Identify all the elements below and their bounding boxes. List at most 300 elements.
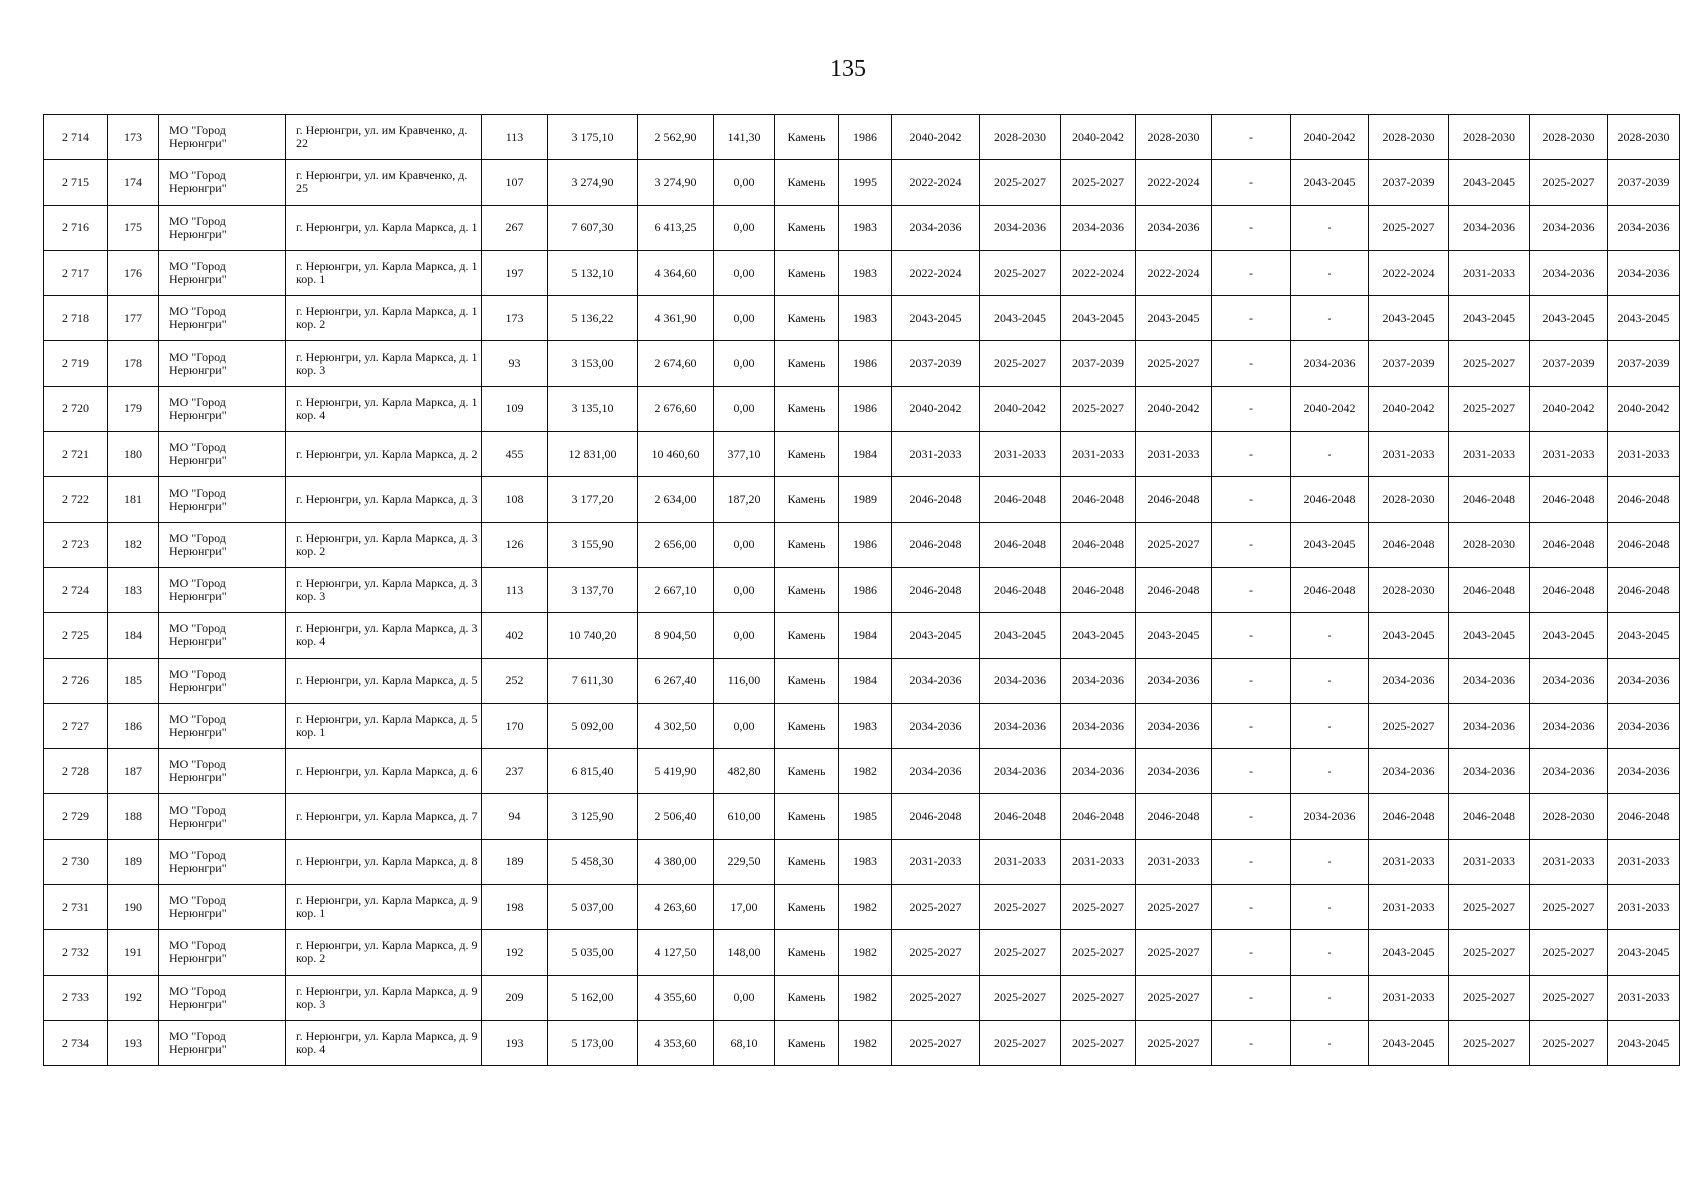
table-cell: - <box>1212 839 1291 884</box>
table-row <box>44 885 1680 930</box>
table-cell: 2043-2045 <box>980 296 1061 341</box>
table-cell: 0,00 <box>714 703 775 748</box>
table-cell: 2025-2027 <box>1136 885 1212 930</box>
table-cell: 3 274,90 <box>638 160 714 205</box>
table-cell: 2046-2048 <box>892 794 980 839</box>
table-cell: 2034-2036 <box>980 205 1061 250</box>
table-cell: 2 720 <box>44 386 108 431</box>
table-row <box>44 749 1680 794</box>
table-cell: 2043-2045 <box>1449 160 1530 205</box>
table-cell: 1986 <box>839 115 892 160</box>
table-cell: 2 722 <box>44 477 108 522</box>
housing-table <box>43 114 1680 1066</box>
table-cell: Камень <box>775 1020 839 1065</box>
table-cell: 2043-2045 <box>1530 296 1608 341</box>
table-cell: 2046-2048 <box>1369 794 1449 839</box>
table-cell: 2028-2030 <box>1369 115 1449 160</box>
table-cell: 192 <box>108 975 159 1020</box>
table-cell: Камень <box>775 975 839 1020</box>
table-cell: 2022-2024 <box>1136 160 1212 205</box>
table-row <box>44 930 1680 975</box>
table-cell: 126 <box>482 522 548 567</box>
table-cell: 184 <box>108 613 159 658</box>
table-cell: 3 153,00 <box>548 341 638 386</box>
table-cell: г. Нерюнгри, ул. Карла Маркса, д. 9 кор. 4 <box>286 1020 482 1065</box>
table-cell: 209 <box>482 975 548 1020</box>
table-cell: 2031-2033 <box>1608 885 1680 930</box>
table-cell: 402 <box>482 613 548 658</box>
table-cell: 237 <box>482 749 548 794</box>
table-cell: 2037-2039 <box>1369 160 1449 205</box>
table-cell: - <box>1212 341 1291 386</box>
table-cell: 2031-2033 <box>1369 975 1449 1020</box>
table-cell: г. Нерюнгри, ул. Карла Маркса, д. 9 кор. 2 <box>286 930 482 975</box>
table-cell: 2 656,00 <box>638 522 714 567</box>
table-cell: 185 <box>108 658 159 703</box>
table-cell: 68,10 <box>714 1020 775 1065</box>
table-cell: 2046-2048 <box>1136 794 1212 839</box>
table-cell: 2046-2048 <box>1061 522 1136 567</box>
table-cell: 2 726 <box>44 658 108 703</box>
table-row <box>44 205 1680 250</box>
table-row <box>44 1020 1680 1065</box>
table-cell: 2 731 <box>44 885 108 930</box>
table-cell: 2 723 <box>44 522 108 567</box>
table-cell: 2040-2042 <box>1061 115 1136 160</box>
table-cell: 1982 <box>839 930 892 975</box>
table-cell: Камень <box>775 658 839 703</box>
table-cell: 2043-2045 <box>892 296 980 341</box>
table-cell: 5 458,30 <box>548 839 638 884</box>
table-cell: 2034-2036 <box>1530 205 1608 250</box>
table-cell: 3 175,10 <box>548 115 638 160</box>
table-cell: 2 724 <box>44 567 108 612</box>
table-cell: 3 125,90 <box>548 794 638 839</box>
table-row <box>44 296 1680 341</box>
table-cell: 1982 <box>839 975 892 1020</box>
table-cell: - <box>1212 205 1291 250</box>
table-cell: 2034-2036 <box>1369 749 1449 794</box>
table-cell: 2025-2027 <box>1061 975 1136 1020</box>
table-cell: 3 137,70 <box>548 567 638 612</box>
table-cell: - <box>1212 658 1291 703</box>
table-cell: 93 <box>482 341 548 386</box>
table-cell: 94 <box>482 794 548 839</box>
table-cell: 2031-2033 <box>980 839 1061 884</box>
table-cell: 2025-2027 <box>1369 703 1449 748</box>
table-cell: г. Нерюнгри, ул. Карла Маркса, д. 1 <box>286 205 482 250</box>
table-cell: 10 460,60 <box>638 432 714 477</box>
table-cell: - <box>1212 749 1291 794</box>
table-cell: 148,00 <box>714 930 775 975</box>
table-cell: 2 732 <box>44 930 108 975</box>
table-cell: 2 718 <box>44 296 108 341</box>
table-cell: 193 <box>108 1020 159 1065</box>
table-cell: 2 676,60 <box>638 386 714 431</box>
table-cell: 12 831,00 <box>548 432 638 477</box>
table-cell: - <box>1212 1020 1291 1065</box>
table-cell: - <box>1212 250 1291 295</box>
table-cell: 2025-2027 <box>980 1020 1061 1065</box>
table-cell: 2034-2036 <box>1608 658 1680 703</box>
table-cell: 108 <box>482 477 548 522</box>
table-cell: - <box>1212 703 1291 748</box>
table-cell: МО "Город Нерюнгри" <box>159 703 286 748</box>
table-cell: 6 413,25 <box>638 205 714 250</box>
table-cell: 2046-2048 <box>1291 567 1369 612</box>
table-cell: 2034-2036 <box>1449 205 1530 250</box>
table-cell: 2031-2033 <box>1061 839 1136 884</box>
table-cell: 0,00 <box>714 522 775 567</box>
table-cell: Камень <box>775 613 839 658</box>
table-cell: 2028-2030 <box>1530 794 1608 839</box>
table-cell: 2046-2048 <box>892 522 980 567</box>
table-cell: МО "Город Нерюнгри" <box>159 296 286 341</box>
table-cell: 2046-2048 <box>1136 567 1212 612</box>
table-cell: 1983 <box>839 296 892 341</box>
table-cell: 2046-2048 <box>1061 794 1136 839</box>
table-cell: 2046-2048 <box>1530 522 1608 567</box>
table-cell: 2043-2045 <box>1449 613 1530 658</box>
table-cell: 2037-2039 <box>1530 341 1608 386</box>
table-cell: 2028-2030 <box>1136 115 1212 160</box>
table-cell: МО "Город Нерюнгри" <box>159 250 286 295</box>
table-cell: 2034-2036 <box>1136 749 1212 794</box>
table-cell: 2 725 <box>44 613 108 658</box>
table-cell: Камень <box>775 703 839 748</box>
table-cell: 2034-2036 <box>1449 703 1530 748</box>
table-cell: 2022-2024 <box>892 160 980 205</box>
table-cell: 2043-2045 <box>892 613 980 658</box>
table-cell: 2046-2048 <box>1449 477 1530 522</box>
table-cell: 2025-2027 <box>892 930 980 975</box>
table-cell: 2025-2027 <box>892 885 980 930</box>
table-cell: 2046-2048 <box>1369 522 1449 567</box>
table-cell: 2034-2036 <box>1608 703 1680 748</box>
table-cell: 2043-2045 <box>1291 522 1369 567</box>
table-cell: г. Нерюнгри, ул. Карла Маркса, д. 3 кор. 2 <box>286 522 482 567</box>
table-cell: 1995 <box>839 160 892 205</box>
table-cell: - <box>1212 477 1291 522</box>
table-cell: Камень <box>775 386 839 431</box>
table-cell: 2034-2036 <box>1061 658 1136 703</box>
table-row <box>44 658 1680 703</box>
table-cell: 2031-2033 <box>980 432 1061 477</box>
table-cell: г. Нерюнгри, ул. Карла Маркса, д. 1 кор. 2 <box>286 296 482 341</box>
table-cell: - <box>1212 930 1291 975</box>
table-cell: 2034-2036 <box>1136 205 1212 250</box>
table-cell: 176 <box>108 250 159 295</box>
table-cell: 4 127,50 <box>638 930 714 975</box>
table-cell: Камень <box>775 839 839 884</box>
table-cell: 2 634,00 <box>638 477 714 522</box>
table-cell: 2 717 <box>44 250 108 295</box>
table-cell: МО "Город Нерюнгри" <box>159 567 286 612</box>
table-cell: МО "Город Нерюнгри" <box>159 205 286 250</box>
table-row <box>44 115 1680 160</box>
table-cell: 2025-2027 <box>1449 975 1530 1020</box>
table-cell: 2043-2045 <box>1136 613 1212 658</box>
table-cell: 2025-2027 <box>1449 885 1530 930</box>
table-cell: 2025-2027 <box>1530 160 1608 205</box>
table-cell: 197 <box>482 250 548 295</box>
table-cell: 192 <box>482 930 548 975</box>
table-cell: 2034-2036 <box>1061 703 1136 748</box>
table-cell: - <box>1291 613 1369 658</box>
table-row <box>44 975 1680 1020</box>
table-cell: 0,00 <box>714 296 775 341</box>
table-cell: 2 715 <box>44 160 108 205</box>
table-cell: 5 037,00 <box>548 885 638 930</box>
table-cell: 141,30 <box>714 115 775 160</box>
table-cell: 2031-2033 <box>1530 432 1608 477</box>
table-cell: 175 <box>108 205 159 250</box>
table-cell: 2043-2045 <box>1608 930 1680 975</box>
table-cell: 2025-2027 <box>980 930 1061 975</box>
table-row <box>44 613 1680 658</box>
table-cell: 113 <box>482 115 548 160</box>
table-cell: - <box>1291 975 1369 1020</box>
table-cell: 2025-2027 <box>1061 386 1136 431</box>
table-cell: - <box>1212 567 1291 612</box>
table-cell: 2037-2039 <box>1061 341 1136 386</box>
table-cell: 2025-2027 <box>1136 341 1212 386</box>
table-cell: 173 <box>108 115 159 160</box>
table-cell: 2025-2027 <box>1369 205 1449 250</box>
table-cell: 2040-2042 <box>1136 386 1212 431</box>
table-cell: 2 730 <box>44 839 108 884</box>
table-cell: 2025-2027 <box>980 160 1061 205</box>
table-cell: 2031-2033 <box>1061 432 1136 477</box>
table-cell: г. Нерюнгри, ул. Карла Маркса, д. 5 <box>286 658 482 703</box>
table-cell: 4 380,00 <box>638 839 714 884</box>
table-cell: 2043-2045 <box>1369 1020 1449 1065</box>
table-cell: 2034-2036 <box>980 703 1061 748</box>
table-cell: 3 177,20 <box>548 477 638 522</box>
table-cell: 187,20 <box>714 477 775 522</box>
table-cell: 177 <box>108 296 159 341</box>
table-cell: - <box>1212 613 1291 658</box>
table-cell: г. Нерюнгри, ул. Карла Маркса, д. 2 <box>286 432 482 477</box>
table-cell: 2025-2027 <box>1061 930 1136 975</box>
table-cell: 107 <box>482 160 548 205</box>
table-cell: 482,80 <box>714 749 775 794</box>
table-cell: МО "Город Нерюнгри" <box>159 432 286 477</box>
table-cell: 2046-2048 <box>980 794 1061 839</box>
table-cell: 2043-2045 <box>1369 613 1449 658</box>
table-cell: 2034-2036 <box>1449 749 1530 794</box>
table-cell: 2037-2039 <box>1608 160 1680 205</box>
table-cell: 2 667,10 <box>638 567 714 612</box>
table-cell: МО "Город Нерюнгри" <box>159 975 286 1020</box>
table-cell: 2031-2033 <box>892 839 980 884</box>
table-row <box>44 477 1680 522</box>
table-cell: 1986 <box>839 341 892 386</box>
table-cell: МО "Город Нерюнгри" <box>159 749 286 794</box>
table-cell: 1985 <box>839 794 892 839</box>
table-cell: 2040-2042 <box>980 386 1061 431</box>
table-cell: 2034-2036 <box>892 658 980 703</box>
table-cell: 181 <box>108 477 159 522</box>
table-cell: 2031-2033 <box>1369 839 1449 884</box>
table-cell: г. Нерюнгри, ул. Карла Маркса, д. 5 кор. 1 <box>286 703 482 748</box>
table-cell: Камень <box>775 205 839 250</box>
table-cell: 2 733 <box>44 975 108 1020</box>
table-cell: 2046-2048 <box>1061 477 1136 522</box>
table-cell: 4 302,50 <box>638 703 714 748</box>
table-cell: 3 155,90 <box>548 522 638 567</box>
table-cell: 2040-2042 <box>892 115 980 160</box>
table-cell: 2034-2036 <box>980 749 1061 794</box>
table-cell: Камень <box>775 296 839 341</box>
table-cell: 2025-2027 <box>1061 1020 1136 1065</box>
table-cell: Камень <box>775 885 839 930</box>
table-cell: 2031-2033 <box>1449 432 1530 477</box>
table-cell: - <box>1291 658 1369 703</box>
table-cell: 2043-2045 <box>980 613 1061 658</box>
table-cell: 1984 <box>839 613 892 658</box>
table-cell: 193 <box>482 1020 548 1065</box>
table-row <box>44 703 1680 748</box>
table-cell: 2046-2048 <box>1608 567 1680 612</box>
table-cell: 6 815,40 <box>548 749 638 794</box>
table-cell: 189 <box>108 839 159 884</box>
table-cell: 2025-2027 <box>1136 1020 1212 1065</box>
table-cell: 455 <box>482 432 548 477</box>
table-cell: 2034-2036 <box>1061 205 1136 250</box>
table-cell: 4 353,60 <box>638 1020 714 1065</box>
table-cell: Камень <box>775 794 839 839</box>
table-cell: г. Нерюнгри, ул. Карла Маркса, д. 1 кор. 1 <box>286 250 482 295</box>
table-cell: - <box>1212 885 1291 930</box>
table-row <box>44 567 1680 612</box>
table-cell: - <box>1291 885 1369 930</box>
table-cell: 191 <box>108 930 159 975</box>
table-cell: 2046-2048 <box>1136 477 1212 522</box>
table-cell: 1982 <box>839 1020 892 1065</box>
table-cell: МО "Город Нерюнгри" <box>159 386 286 431</box>
table-cell: 2043-2045 <box>1061 613 1136 658</box>
table-cell: 189 <box>482 839 548 884</box>
table-cell: Камень <box>775 749 839 794</box>
table-cell: 5 419,90 <box>638 749 714 794</box>
table-cell: МО "Город Нерюнгри" <box>159 658 286 703</box>
table-cell: - <box>1291 749 1369 794</box>
table-cell: - <box>1291 930 1369 975</box>
table-cell: 7 607,30 <box>548 205 638 250</box>
table-cell: 7 611,30 <box>548 658 638 703</box>
table-cell: 0,00 <box>714 567 775 612</box>
table-cell: 2034-2036 <box>1061 749 1136 794</box>
table-cell: 2025-2027 <box>1061 160 1136 205</box>
table-cell: 252 <box>482 658 548 703</box>
table-row <box>44 386 1680 431</box>
table-cell: 190 <box>108 885 159 930</box>
table-cell: 377,10 <box>714 432 775 477</box>
table-cell: 2028-2030 <box>1369 477 1449 522</box>
table-cell: 2046-2048 <box>892 477 980 522</box>
table-cell: 2031-2033 <box>1449 250 1530 295</box>
table-cell: 0,00 <box>714 386 775 431</box>
table-cell: г. Нерюнгри, ул. Карла Маркса, д. 3 кор. 4 <box>286 613 482 658</box>
table-cell: 116,00 <box>714 658 775 703</box>
table-cell: - <box>1291 839 1369 884</box>
table-cell: 1983 <box>839 205 892 250</box>
table-cell: 1983 <box>839 839 892 884</box>
table-cell: 2046-2048 <box>1608 794 1680 839</box>
table-cell: 2025-2027 <box>1530 1020 1608 1065</box>
table-cell: 183 <box>108 567 159 612</box>
table-cell: 2025-2027 <box>980 885 1061 930</box>
table-cell: 2025-2027 <box>1449 386 1530 431</box>
table-cell: г. Нерюнгри, ул. Карла Маркса, д. 3 кор. 3 <box>286 567 482 612</box>
table-cell: 2022-2024 <box>1369 250 1449 295</box>
table-cell: 2034-2036 <box>980 658 1061 703</box>
table-cell: 2034-2036 <box>1530 250 1608 295</box>
table-cell: 2034-2036 <box>1136 658 1212 703</box>
table-cell: МО "Город Нерюнгри" <box>159 160 286 205</box>
table-cell: 2031-2033 <box>1369 432 1449 477</box>
table-cell: МО "Город Нерюнгри" <box>159 341 286 386</box>
table-row <box>44 522 1680 567</box>
table-cell: Камень <box>775 341 839 386</box>
table-cell: 2034-2036 <box>1291 341 1369 386</box>
table-cell: 0,00 <box>714 160 775 205</box>
table-cell: 4 361,90 <box>638 296 714 341</box>
table-cell: - <box>1291 250 1369 295</box>
table-cell: 2043-2045 <box>1608 296 1680 341</box>
table-cell: 2046-2048 <box>1608 522 1680 567</box>
table-cell: 182 <box>108 522 159 567</box>
table-cell: - <box>1212 296 1291 341</box>
table-cell: - <box>1212 432 1291 477</box>
table-cell: МО "Город Нерюнгри" <box>159 477 286 522</box>
table-cell: 2034-2036 <box>1291 794 1369 839</box>
table-cell: МО "Город Нерюнгри" <box>159 115 286 160</box>
table-cell: 2046-2048 <box>1608 477 1680 522</box>
table-cell: 173 <box>482 296 548 341</box>
table-cell: 170 <box>482 703 548 748</box>
table-cell: г. Нерюнгри, ул. им Кравченко, д. 25 <box>286 160 482 205</box>
table-cell: Камень <box>775 567 839 612</box>
table-cell: 3 274,90 <box>548 160 638 205</box>
table-cell: 2034-2036 <box>892 749 980 794</box>
table-cell: 2040-2042 <box>1530 386 1608 431</box>
table-cell: 2031-2033 <box>1608 839 1680 884</box>
table-cell: 2046-2048 <box>1449 794 1530 839</box>
table-cell: 2022-2024 <box>892 250 980 295</box>
table-cell: 1986 <box>839 522 892 567</box>
table-cell: 2031-2033 <box>1369 885 1449 930</box>
table-cell: - <box>1291 1020 1369 1065</box>
table-cell: 2028-2030 <box>1530 115 1608 160</box>
table-cell: 109 <box>482 386 548 431</box>
table-cell: 2043-2045 <box>1291 160 1369 205</box>
table-cell: 5 035,00 <box>548 930 638 975</box>
table-cell: 2046-2048 <box>892 567 980 612</box>
table-cell: 2034-2036 <box>1136 703 1212 748</box>
table-cell: 17,00 <box>714 885 775 930</box>
table-cell: г. Нерюнгри, ул. Карла Маркса, д. 3 <box>286 477 482 522</box>
table-cell: 2025-2027 <box>980 250 1061 295</box>
table-cell: 4 355,60 <box>638 975 714 1020</box>
table-cell: 2022-2024 <box>1136 250 1212 295</box>
table-cell: 0,00 <box>714 250 775 295</box>
table-cell: Камень <box>775 477 839 522</box>
table-cell: - <box>1291 703 1369 748</box>
table-cell: 4 263,60 <box>638 885 714 930</box>
table-cell: - <box>1291 296 1369 341</box>
